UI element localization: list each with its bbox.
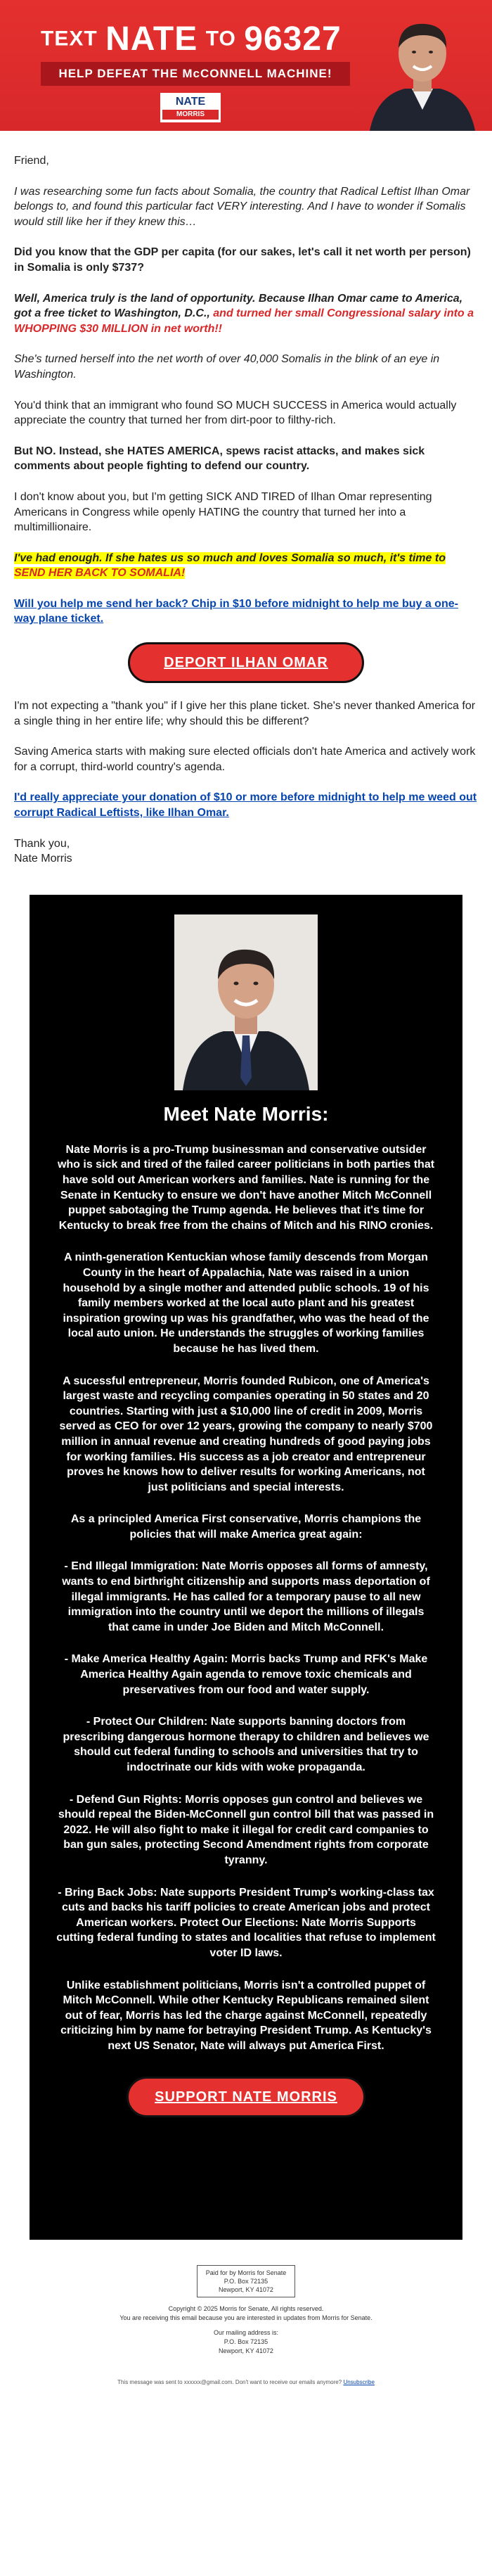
paragraph-land-of-opportunity-b: and turned her small Congressional salary into a WHOPPING $30 MILLION in net worth!! [14, 307, 474, 335]
logo-top-text: NATE [175, 96, 206, 108]
mailing-line: Newport, KY 41072 [219, 2347, 273, 2354]
email-footer [0, 2240, 492, 2385]
banner-to-label: TO [205, 27, 236, 51]
unsubscribe-line [0, 2379, 492, 2385]
highlight-text-a: I've had enough. If she hates us so much and loves Somalia so much, it's time to [14, 551, 446, 564]
bio-paragraph: - Defend Gun Rights: Morris opposes gun control and believes we should repeal the Biden-McConnell gun control bill that was passed in 2022. He will also fight to make it illegal for credit card companies to ban gun sales, protecting Second Amendment rights from corporate tyranny. [58, 1793, 434, 1866]
paid-for-line: Newport, KY 41072 [219, 2286, 273, 2294]
paragraph-land-of-opportunity-a: Well, America truly is the land of opportunity. Because Ilhan Omar came to America, got a free ticket to Washington, D.C., [14, 292, 463, 320]
banner-shortcode: 96327 [244, 20, 342, 58]
highlight-block [0, 551, 492, 581]
logo-bottom-text: MORRIS [162, 110, 219, 120]
bio-heading: Meet Nate Morris: [163, 1102, 329, 1125]
mailing-address [0, 2328, 492, 2355]
paragraph-saving-america: Saving America starts with making sure elected officials don't hate America and actively work for a corrupt, third-world country's agenda. [14, 746, 476, 773]
support-button-wrap [56, 2071, 436, 2117]
paragraph-gdp-question: Did you know that the GDP per capita (for our sakes, let's call it net worth per person) in Somalia is only $737? [14, 246, 471, 274]
banner-headline [41, 20, 346, 58]
paragraph-somalia-intro: I was researching some fun facts about Somalia, the country that Radical Leftist Ilhan Omar belongs to, and found this particular fact VERY interesting. And I have to wonder if Somalis would still like her if they knew this… [14, 185, 470, 228]
paragraph-thank-you: I'm not expecting a "thank you" if I give her this plane ticket. She's never thanked America for a single thing in her entire life; why should this be different? [14, 700, 476, 727]
candidate-portrait [363, 4, 482, 131]
bio-paragraph: A ninth-generation Kentuckian whose family descends from Morgan County in the heart of Appalachia, Nate was raised in a union household by a single mother and attended public schools. 19 of his family members worked at the local auto plant and his greatest inspiration growing up was his grandfather, who was the head of the local auto union. He understands the struggles of working families because he has lived them. [63, 1251, 429, 1355]
paid-for-line: Paid for by Morris for Senate [205, 2269, 287, 2276]
greeting: Friend, [14, 155, 49, 167]
bio-paragraph: - Protect Our Children: Nate supports banning doctors from prescribing dangerous hormone therapy to children and believes we should cut federal funding to schools and universities that try to indoctrinate our kids with woke propaganda. [63, 1716, 429, 1773]
mailing-line: P.O. Box 72135 [224, 2338, 268, 2345]
receiving-reason-text: You are receiving this email because you are interested in updates from Morris for Senate. [119, 2314, 373, 2322]
email-body-2 [0, 581, 492, 627]
signoff: Thank you, [14, 837, 70, 850]
bio-panel [30, 895, 462, 2240]
bio-paragraph: A sucessful entrepreneur, Morris founded Rubicon, one of America's largest waste and recycling companies operating in 50 states and 20 countries. Starting with just a $10,000 line of credit in 2009, Morris served as CEO for over 12 years, growing the company to nearly $700 million in annual revenue and creating hundreds of good paying jobs for working families. His success as a job creator and entrepreneur proves he knows how to deliver results for working Americans, not just politicians and special interests. [59, 1375, 433, 1493]
campaign-logo [160, 93, 221, 122]
deport-button-wrap [0, 627, 492, 699]
bio-paragraph: Nate Morris is a pro-Trump businessman and conservative outsider who is sick and tired of the failed career politicians in both parties that have sold out American workers and families. Nate is running for the Senate in Kentucky to ensure we don't have another Mitch McConnell puppet sabotaging the Trump agenda. He believes that it's time for Kentucky to break free from the chains of Mitch and his RINO cronies. [57, 1143, 435, 1232]
banner-text-label: TEXT [41, 27, 98, 51]
bio-paragraph: - Bring Back Jobs: Nate supports President Trump's working-class tax cuts and backs his tariff policies to create American jobs and protect American workers. Protect Our Elections: Nate Morris Supports cutting federal funding to states and localities that refuse to implement voter ID laws. [56, 1886, 436, 1959]
support-button[interactable]: SUPPORT NATE MORRIS [127, 2077, 365, 2117]
mailing-label: Our mailing address is: [213, 2329, 279, 2337]
paragraph-appreciate: You'd think that an immigrant who found SO MUCH SUCCESS in America would actually appreciate the country that turned her from dirt-poor to filthy-rich. [14, 399, 457, 427]
candidate-photo [174, 914, 318, 1090]
bio-paragraph: Unlike establishment politicians, Morris isn't a controlled puppet of Mitch McConnell. While other Kentucky Republicans remained silent out of fear, Morris has led the charge against McConnell, repeatedly criticizing him by name for betraying President Trump. As Kentucky's next US Senator, Nate will always put America First. [60, 1979, 432, 2052]
signature: Nate Morris [14, 853, 72, 865]
banner-keyword: NATE [105, 20, 198, 58]
paid-for-box [197, 2265, 296, 2297]
paragraph-hates-america: But NO. Instead, she HATES AMERICA, spews racist attacks, and makes sick comments about people fighting to defend our country. [14, 445, 425, 473]
bio-paragraph: As a principled America First conservative, Morris champions the policies that will make America great again: [70, 1513, 422, 1541]
highlight-text-b: SEND HER BACK TO SOMALIA! [14, 567, 186, 580]
banner-help-line: HELP DEFEAT THE McCONNELL MACHINE! [41, 62, 350, 86]
donate-link-plane-ticket[interactable]: Will you help me send her back? Chip in $10 before midnight to help me buy a one-way plane ticket. [14, 597, 458, 625]
header-banner [0, 0, 492, 131]
donate-link-weed-out[interactable]: I'd really appreciate your donation of $10 or more before midnight to help me weed out corrupt Radical Leftists, like Ilhan Omar. [14, 791, 477, 820]
email-body-3 [0, 699, 492, 867]
bio-paragraph: - Make America Healthy Again: Morris backs Trump and RFK's Make America Healthy Again agenda to remove toxic chemicals and preservatives from our food and water supply. [64, 1653, 428, 1696]
paragraph-net-worth: She's turned herself into the net worth of over 40,000 Somalis in the blink of an eye in Washington. [14, 353, 440, 381]
email-body [0, 131, 492, 551]
bio-paragraph: - End Illegal Immigration: Nate Morris opposes all forms of amnesty, wants to end birthright citizenship and supports mass deportation of illegal immigrants. He has called for a temporary pause to all new immigration into the country until we deport the millions of illegals that came in under Joe Biden and Mitch McConnell. [62, 1560, 430, 1633]
unsubscribe-link[interactable]: Unsubscribe [343, 2379, 375, 2386]
copyright-text: Copyright © 2025 Morris for Senate, All rights reserved. [168, 2305, 324, 2313]
deport-button[interactable]: DEPORT ILHAN OMAR [128, 642, 364, 683]
unsubscribe-text: This message was sent to xxxxxx@gmail.com. Don't want to receive our emails anymore? [117, 2379, 342, 2386]
paid-for-line: P.O. Box 72135 [224, 2277, 268, 2285]
paragraph-sick-and-tired: I don't know about you, but I'm getting SICK AND TIRED of Ilhan Omar representing Americans in Congress while openly HATING the country that turned her into a multimillionaire. [14, 490, 432, 534]
highlight-text [14, 552, 446, 580]
paragraph-land-of-opportunity [14, 291, 478, 337]
